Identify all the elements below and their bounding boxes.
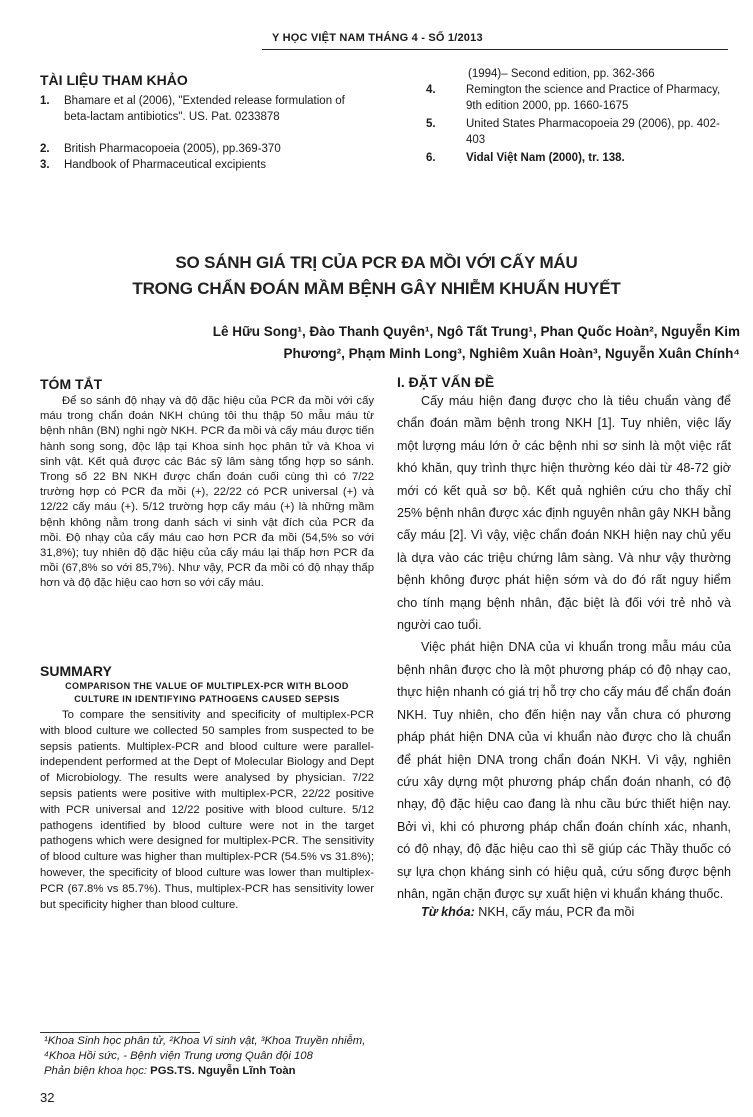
footnote-line-1: ¹Khoa Sinh học phân tử, ²Khoa Vi sinh vật, ³Khoa Truyền nhiễm, <box>44 1035 366 1047</box>
summary-title: COMPARISON THE VALUE OF MULTIPLEX-PCR WITH BLOOD CULTURE IN IDENTIFYING PATHOGENS CAUSED SEPSIS <box>65 681 349 704</box>
authors-line-1: Lê Hữu Song¹, Đào Thanh Quyên¹, Ngô Tất Trung¹, Phan Quốc Hoàn², Nguyễn Kim <box>212 324 740 339</box>
reviewer-label: Phản biện khoa học: <box>44 1065 148 1077</box>
reference-text: Remington the science and Practice of Pharmacy, 9th edition 2000, pp. 1660-1675 <box>466 84 721 112</box>
reference-item <box>40 157 374 173</box>
authors-line-2: Phương², Phạm Minh Long³, Nghiêm Xuân Hoàn³, Nguyễn Xuân Chính⁴ <box>283 346 740 361</box>
reference-number: 5. <box>426 118 436 130</box>
reviewer-line <box>44 1064 296 1079</box>
page-number: 32 <box>40 1090 55 1105</box>
intro-heading: I. ĐẶT VẤN ĐỀ <box>397 374 495 390</box>
reviewer-name: PGS.TS. Nguyễn Lĩnh Toàn <box>147 1065 296 1077</box>
journal-title: Y HỌC VIỆT NAM THÁNG 4 - SỐ 1/2013 <box>272 32 483 44</box>
reference-text: Handbook of Pharmaceutical excipients <box>64 159 267 171</box>
abstract-heading: TÓM TẮT <box>40 376 103 392</box>
introduction <box>397 374 731 919</box>
reference-number: 6. <box>426 152 436 164</box>
reference-item <box>426 116 736 148</box>
references-heading: TÀI LIỆU THAM KHẢO <box>40 72 188 88</box>
reference-item <box>426 150 736 166</box>
reference-text: British Pharmacopoeia (2005), pp.369-370 <box>64 143 281 155</box>
reference-text: Vidal Việt Nam (2000), tr. 138. <box>466 152 625 164</box>
footnote-rule <box>40 1032 200 1033</box>
reference-text: Bhamare et al (2006), "Extended release formulation of beta-lactam antibiotics". US. Pat. 0233878 <box>64 95 345 123</box>
reference-number: 2. <box>40 143 50 155</box>
keywords-text: NKH, cấy máu, PCR đa mồi <box>474 905 635 920</box>
reference-item <box>40 141 374 157</box>
footnote-line-2: ⁴Khoa Hồi sức, - Bệnh viện Trung ương Quân đội 108 <box>44 1050 313 1062</box>
keywords-label: Từ khóa: <box>421 905 475 920</box>
running-header <box>0 30 753 56</box>
intro-paragraph-1: Cấy máu hiện đang được cho là tiêu chuẩn vàng để chẩn đoán mầm bệnh trong NKH [1]. Tuy nhiên, việc lấy một lượng máu lớn ở các bệnh nhi sơ sinh là một việc rất khó khăn, quy trình thực hiện thường kéo dài từ 48-72 giờ mới có kết quả sơ bộ. Kết quả nghiên cứu cho thấy chỉ 25% bệnh nhân được xác định nguyên nhân gây NKH bằng cấy máu [2]. Vì vậy, việc chẩn đoán NKH hiện nay chủ yếu là dựa vào các triệu chứng lâm sàng. Và như vậy thường bệnh không được phát hiện sớm và do đó rất nguy hiểm cho tính mạng bệnh nhân, đặc biệt là đối với trẻ nhỏ và người cao tuổi. <box>397 394 731 633</box>
reference-number: 4. <box>426 84 436 96</box>
intro-paragraph-2: Việc phát hiện DNA của vi khuẩn trong mẫu máu của bệnh nhân được cho là một phương pháp có độ nhạy cao, thực hiện nhanh có giá trị hỗ trợ cho cấy máu để chẩn đoán NKH. Tuy nhiên, cho đến hiện nay vẫn chưa có phương pháp phát hiện DNA của vi khuẩn nào được cho là chuẩn để phát hiện DNA trong chẩn đoán NKH. Vì vậy, nghiên cứu xây dựng một phương pháp chẩn đoán nhanh, có độ nhạy, độ đặc hiệu cao đang là nhu cầu bức thiết hiện nay. Bởi vì, khi có phương pháp chẩn đoán chính xác, nhanh, có độ nhạy, độ đặc hiệu cao thì sẽ giúp các Thầy thuốc có sự lựa chọn kháng sinh có hiệu quả, cứu sống được bệnh nhân, ngăn chặn được sự xuất hiện vi khuẩn kháng thuốc. <box>397 640 731 901</box>
reference-number: 1. <box>40 95 50 107</box>
summary-text: To compare the sensitivity and specificity of multiplex-PCR with blood culture we collected 50 samples from suspected to be sepsis patients. Multiplex-PCR and blood culture were parallel-independent performed at the Dept of Molecular Biology and Dept of Microbiology. The results were analysed by physician. 7/22 sepsis patients were positive with multiplex-PCR, 22/22 positive with PCR universal and 12/22 positive with blood culture. 5/12 pathogens identified by blood culture were not in the target pathogens which were designed for multiplex-PCR. The sensitivity of blood culture was higher than multiplex-PCR (54.5% vs 31.8%); however, the specificity of blood culture was lower than multiplex-PCR (67.8% vs 85.7%). Thus, multiplex-PCR has sensitivity lower but specificity higher than blood culture. <box>40 709 374 911</box>
summary-english <box>40 663 374 913</box>
reference-number: 3. <box>40 159 50 171</box>
keywords <box>397 905 731 919</box>
summary-heading: SUMMARY <box>40 663 112 679</box>
paper-title-line-1: SO SÁNH GIÁ TRỊ CỦA PCR ĐA MỒI VỚI CẤY MÁU <box>175 253 578 272</box>
header-rule <box>262 49 728 50</box>
paper-title-line-2: TRONG CHẨN ĐOÁN MẦM BỆNH GÂY NHIỄM KHUẨN HUYẾT <box>132 279 621 298</box>
abstract-text: Để so sánh độ nhạy và độ đặc hiệu của PCR đa mồi với cấy máu trong chẩn đoán NKH chúng tôi thu thập 50 mẫu máu từ bệnh nhân (BN) nghi ngờ NKH. PCR đa mồi và cấy máu được tiến hành song song, độc lập tại Khoa sinh học phân tử và Khoa vi sinh vật. Kết quả được các Bác sỹ lâm sàng tổng hợp so sánh. Trong số 22 BN NKH được chẩn đoán cuối cùng thì có 7/22 trường hợp có PCR đa mồi (+), 22/22 có PCR universal (+) và 12/22 cấy máu (+). 5/12 trường hợp cấy máu (+) là những mầm bệnh không nằm trong danh sách vi sinh vật đích của PCR đa mồi. Độ nhạy của cấy máu cao hơn PCR đa mồi (54,5% so với 31,8%); tuy nhiên độ đặc hiệu của cấy máu lại thấp hơn PCR đa mồi (67,8% so với 85,7%). Như vậy, PCR đa mồi có độ nhạy thấp hơn và độ đặc hiệu cao hơn so với cấy máu. <box>40 395 374 590</box>
reference-text: United States Pharmacopoeia 29 (2006), pp. 402-403 <box>466 118 720 146</box>
reference-continuation: (1994)– Second edition, pp. 362-366 <box>468 68 655 80</box>
reference-item <box>426 82 736 114</box>
reference-item <box>40 93 374 141</box>
abstract-vietnamese <box>40 376 374 592</box>
